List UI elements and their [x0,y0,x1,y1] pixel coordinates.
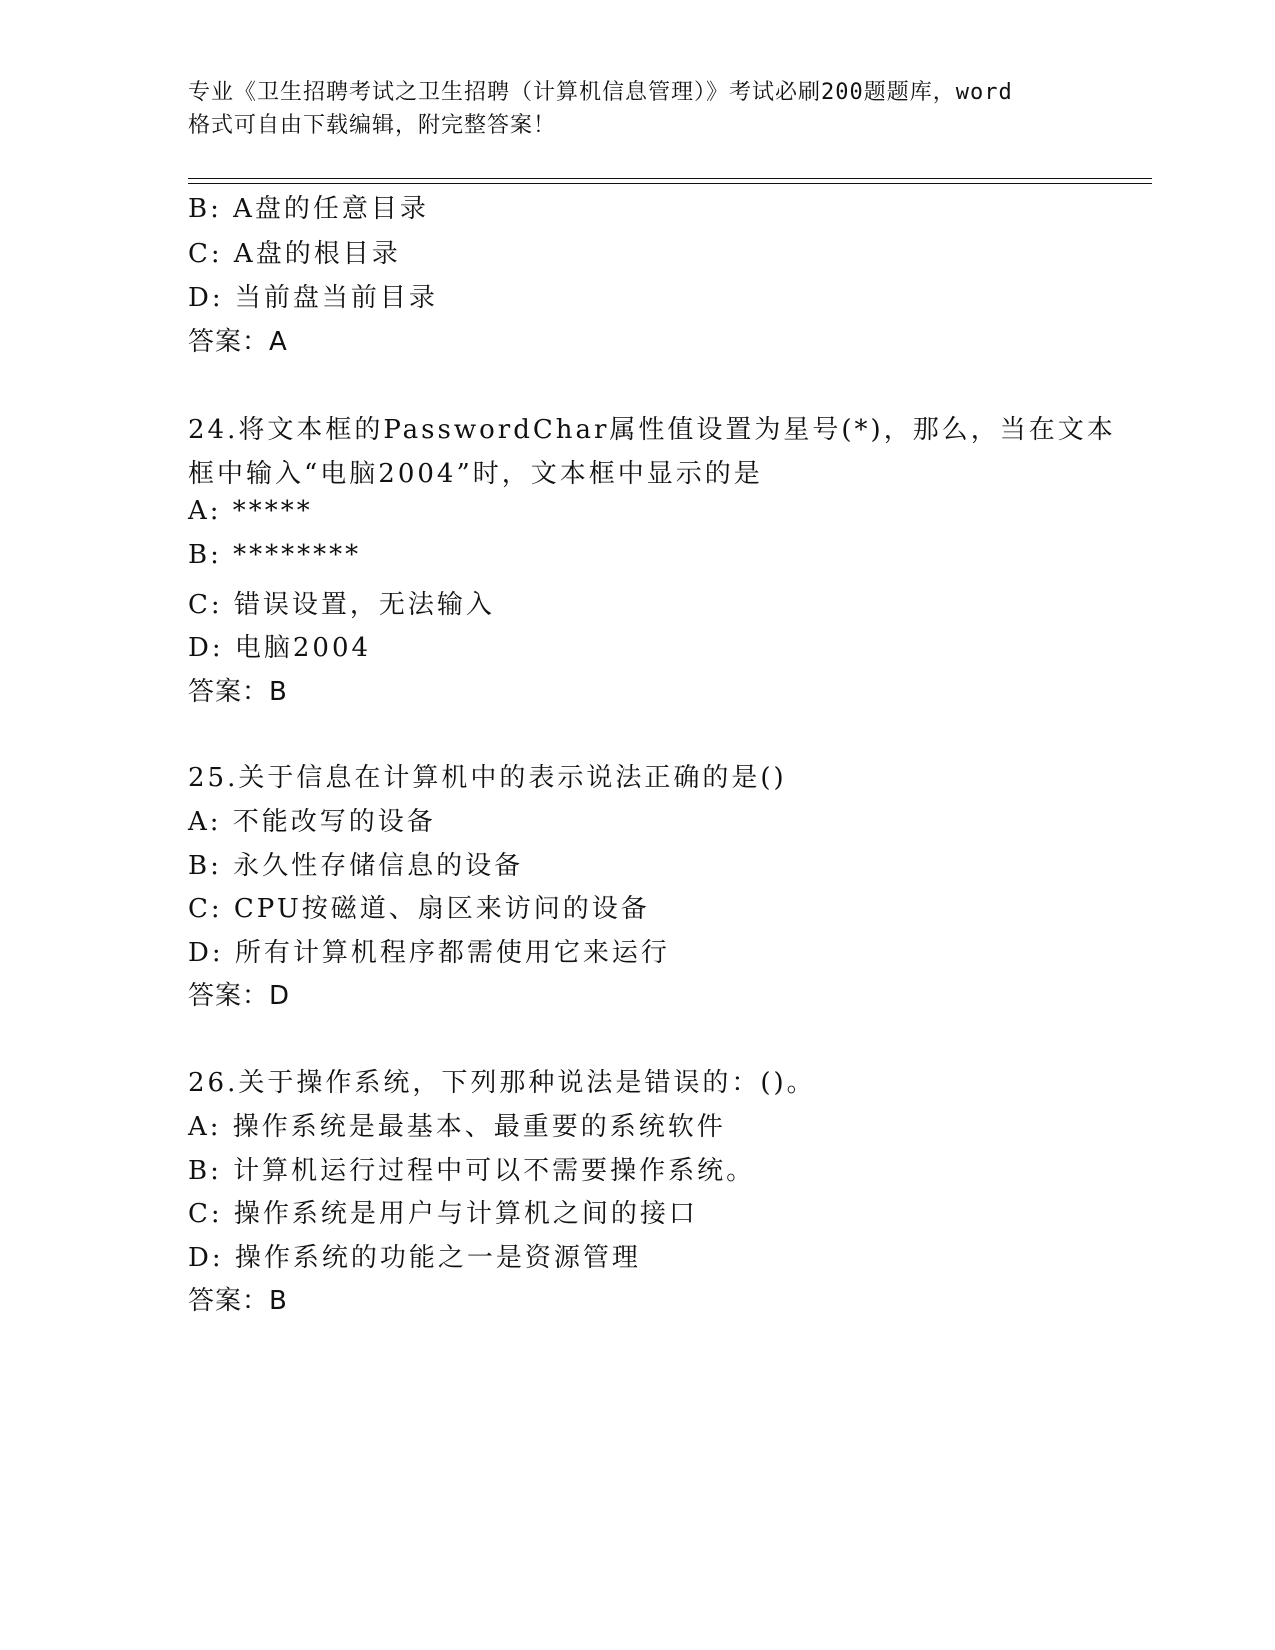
q26-option-d: D: 操作系统的功能之一是资源管理 [188,1243,641,1273]
q26-option-b: B: 计算机运行过程中可以不需要操作系统。 [188,1156,756,1186]
q24-answer: 答案：B [188,677,288,707]
q24-stem-line-2: 框中输入“电脑2004”时，文本框中显示的是 [188,459,763,489]
header-divider-bottom [188,183,1152,184]
q24-stem-line-1: 24.将文本框的PasswordChar属性值设置为星号(*)，那么，当在文本 [188,415,1116,445]
q25-option-b: B: 永久性存储信息的设备 [188,851,524,881]
q23-option-c: C: A盘的根目录 [188,239,401,269]
q26-answer: 答案：B [188,1286,288,1316]
header-line-1: 专业《卫生招聘考试之卫生招聘（计算机信息管理）》考试必刷200题题库，word [188,80,1013,105]
q26-option-a: A: 操作系统是最基本、最重要的系统软件 [188,1112,726,1142]
q24-option-b: B: ******** [188,540,362,570]
q26-stem: 26.关于操作系统，下列那种说法是错误的：()。 [188,1068,816,1098]
document-header [188,76,1088,142]
header-divider-top [188,178,1152,179]
q25-option-c: C: CPU按磁道、扇区来访问的设备 [188,894,650,924]
q23-option-d: D: 当前盘当前目录 [188,283,438,313]
q24-option-c: C: 错误设置，无法输入 [188,590,495,620]
q24-option-d: D: 电脑2004 [188,633,372,663]
q26-option-c: C: 操作系统是用户与计算机之间的接口 [188,1199,698,1229]
q23-option-b: B: A盘的任意目录 [188,194,429,224]
q25-option-d: D: 所有计算机程序都需使用它来运行 [188,938,670,968]
q23-answer: 答案：A [188,327,288,357]
q24-option-a: A: ***** [188,496,313,526]
q25-option-a: A: 不能改写的设备 [188,807,436,837]
header-line-2: 格式可自由下载编辑，附完整答案！ [188,113,557,138]
q25-answer: 答案：D [188,981,291,1011]
q25-stem: 25.关于信息在计算机中的表示说法正确的是() [188,763,787,793]
